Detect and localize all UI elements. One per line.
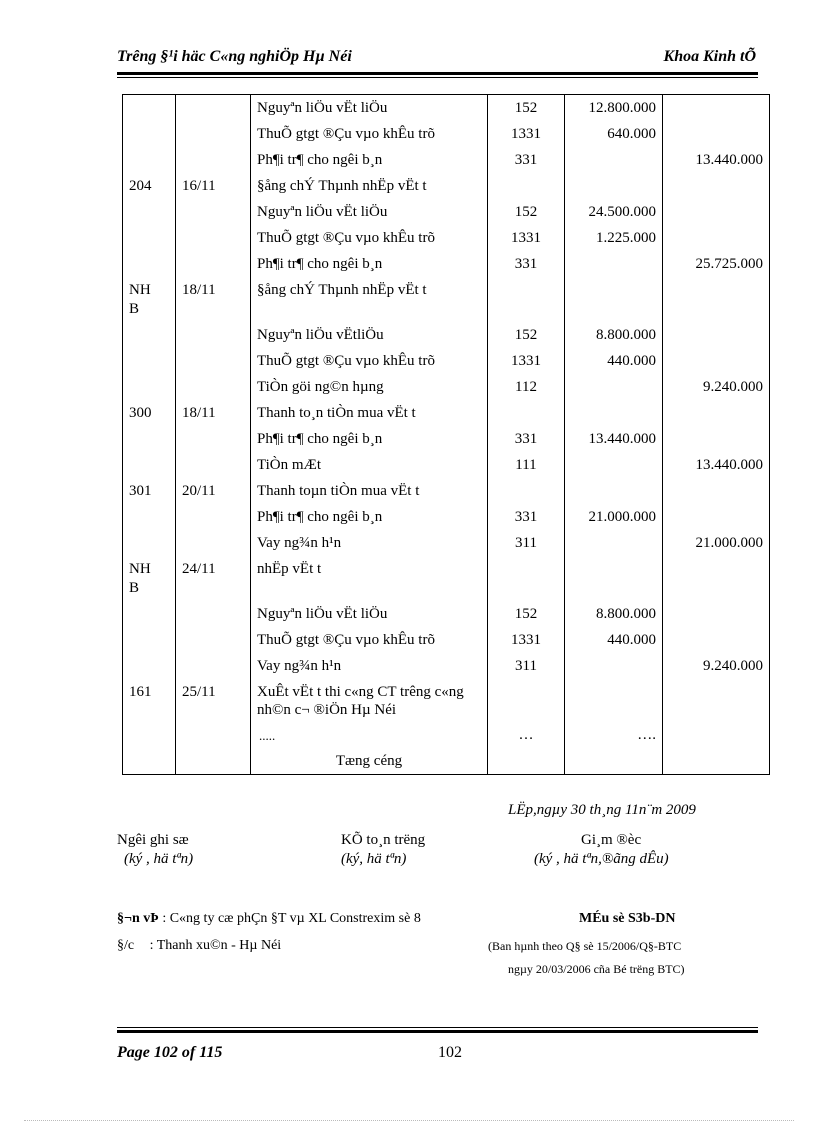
unit-line: [117, 911, 421, 927]
cell-account: 331: [488, 504, 565, 530]
cell-credit: [663, 277, 770, 322]
signature-director: Gi¸m ®èc: [581, 832, 642, 848]
cell-account: 1331: [488, 225, 565, 251]
table-row: [123, 374, 770, 400]
cell-description: Thanh to¸n tiÒn mua vËt t: [251, 400, 488, 426]
cell-description: Ph¶i tr¶ cho ngêi b¸n: [251, 504, 488, 530]
cell-credit: [663, 173, 770, 199]
cell-credit: [663, 601, 770, 627]
decree-line-2: ngµy 20/03/2006 cña Bé trëng BTC): [508, 962, 685, 976]
cell-description: ThuÕ gtgt ®Çu vµo khÊu trõ: [251, 627, 488, 653]
cell-account: 311: [488, 530, 565, 556]
cell-debit: 440.000: [565, 348, 663, 374]
cell-credit: [663, 322, 770, 348]
form-number: MÉu sè S3b-DN: [579, 911, 676, 926]
cell-debit: [565, 251, 663, 277]
cell-account: 331: [488, 426, 565, 452]
address-label: §/c: [117, 938, 135, 953]
table-row: [123, 322, 770, 348]
cell-debit: ….: [565, 722, 663, 748]
ledger-table: [122, 94, 770, 775]
cell-doc-number: NH B: [123, 556, 176, 601]
table-row: [123, 478, 770, 504]
cell-debit: [565, 147, 663, 173]
table-row: [123, 95, 770, 122]
bottom-dotted-line: [24, 1120, 794, 1121]
cell-doc-number: [123, 322, 176, 348]
cell-debit: [565, 478, 663, 504]
cell-account: 311: [488, 653, 565, 679]
cell-account: 112: [488, 374, 565, 400]
unit-value: : C«ng ty cæ phÇn §T vµ XL Constrexim sè 8: [162, 911, 421, 926]
date-line: LËp,ngµy 30 th¸ng 11n¨m 2009: [508, 802, 696, 818]
cell-description: ThuÕ gtgt ®Çu vµo khÊu trõ: [251, 225, 488, 251]
cell-description: TiÒn göi ng©n hµng: [251, 374, 488, 400]
header-rule-thin: [117, 77, 758, 78]
cell-debit: 13.440.000: [565, 426, 663, 452]
signature-chief-accountant-note: (ký, hä tªn): [341, 851, 407, 867]
cell-credit: 25.725.000: [663, 251, 770, 277]
cell-debit: [565, 679, 663, 722]
header-rule: [117, 72, 758, 75]
cell-date: [176, 452, 251, 478]
cell-credit: 9.240.000: [663, 374, 770, 400]
cell-debit: 640.000: [565, 121, 663, 147]
cell-description: Vay ng¾n h¹n: [251, 653, 488, 679]
cell-debit: 8.800.000: [565, 601, 663, 627]
cell-doc-number: [123, 627, 176, 653]
cell-credit: [663, 722, 770, 748]
cell-doc-number: [123, 95, 176, 122]
cell-account: 152: [488, 322, 565, 348]
signature-director-note: (ký , hä tªn,®ãng dÊu): [534, 851, 669, 867]
cell-credit: [663, 426, 770, 452]
table-row: [123, 225, 770, 251]
address-value: : Thanh xu©n - Hµ Néi: [149, 938, 282, 953]
cell-date: [176, 426, 251, 452]
cell-description: Thanh toµn tiÒn mua vËt t: [251, 478, 488, 504]
cell-date: [176, 653, 251, 679]
cell-account: 1331: [488, 627, 565, 653]
cell-description: Nguyªn liÖu vËt liÖu: [251, 199, 488, 225]
cell-doc-number: [123, 147, 176, 173]
cell-debit: [565, 374, 663, 400]
table-row: [123, 530, 770, 556]
cell-debit: [565, 452, 663, 478]
cell-credit: [663, 348, 770, 374]
cell-credit: [663, 199, 770, 225]
cell-doc-number: [123, 199, 176, 225]
cell-date: 24/11: [176, 556, 251, 601]
cell-account: 331: [488, 147, 565, 173]
footer-rule-thin: [117, 1027, 758, 1028]
cell-credit: [663, 504, 770, 530]
cell-credit: 21.000.000: [663, 530, 770, 556]
cell-doc-number: [123, 426, 176, 452]
cell-account: 152: [488, 199, 565, 225]
cell-description: Nguyªn liÖu vËt liÖu: [251, 95, 488, 122]
cell-debit: 1.225.000: [565, 225, 663, 251]
cell-debit: 8.800.000: [565, 322, 663, 348]
cell-debit: 12.800.000: [565, 95, 663, 122]
signature-bookkeeper-note: (ký , hä tªn): [124, 851, 194, 867]
cell-date: [176, 147, 251, 173]
cell-date: [176, 504, 251, 530]
cell-doc-number: 161: [123, 679, 176, 722]
table-row: [123, 400, 770, 426]
table-row: [123, 627, 770, 653]
cell-debit: [565, 653, 663, 679]
table-row: [123, 251, 770, 277]
page-of-label: Page 102 of 115: [117, 1044, 223, 1061]
cell-credit: [663, 121, 770, 147]
cell-doc-number: [123, 504, 176, 530]
cell-account: 1331: [488, 121, 565, 147]
cell-debit: 24.500.000: [565, 199, 663, 225]
cell-debit: [565, 530, 663, 556]
cell-date: [176, 627, 251, 653]
total-empty-cell: [176, 748, 251, 775]
table-row: [123, 679, 770, 722]
cell-doc-number: [123, 530, 176, 556]
table-row: [123, 452, 770, 478]
cell-description: Nguyªn liÖu vËt liÖu: [251, 601, 488, 627]
cell-credit: [663, 627, 770, 653]
cell-account: 152: [488, 601, 565, 627]
cell-description: §ång chÝ Thµnh nhËp vËt t: [251, 173, 488, 199]
cell-date: [176, 199, 251, 225]
cell-doc-number: [123, 225, 176, 251]
cell-doc-number: [123, 722, 176, 748]
cell-credit: [663, 556, 770, 601]
address-line: [117, 938, 281, 954]
total-empty-cell: [565, 748, 663, 775]
cell-debit: 440.000: [565, 627, 663, 653]
total-empty-cell: [663, 748, 770, 775]
cell-description: §ång chÝ Thµnh nhËp vËt t: [251, 277, 488, 322]
cell-credit: 13.440.000: [663, 147, 770, 173]
header-school: Trêng §¹i häc C«ng nghiÖp Hµ Néi: [117, 48, 352, 65]
total-empty-cell: [488, 748, 565, 775]
cell-date: 25/11: [176, 679, 251, 722]
cell-credit: 13.440.000: [663, 452, 770, 478]
cell-account: …: [488, 722, 565, 748]
table-row: [123, 199, 770, 225]
cell-description: TiÒn mÆt: [251, 452, 488, 478]
cell-doc-number: [123, 348, 176, 374]
unit-label: §¬n vÞ: [117, 911, 159, 926]
cell-account: 1331: [488, 348, 565, 374]
signature-bookkeeper: Ngêi ghi sæ: [117, 832, 189, 848]
cell-description: XuÊt vËt t thi c«ng CT trêng c«ng nh©n c¬ ®iÖn Hµ Néi: [251, 679, 488, 722]
cell-debit: [565, 277, 663, 322]
cell-description: Nguyªn liÖu vËtliÖu: [251, 322, 488, 348]
cell-description: .....: [251, 722, 488, 748]
signature-chief-accountant: KÕ to¸n trëng: [341, 832, 426, 848]
table-row: [123, 426, 770, 452]
table-row: [123, 348, 770, 374]
cell-doc-number: [123, 121, 176, 147]
page-number: 102: [438, 1044, 462, 1061]
cell-date: 18/11: [176, 277, 251, 322]
table-row: [123, 653, 770, 679]
cell-doc-number: [123, 601, 176, 627]
cell-doc-number: 301: [123, 478, 176, 504]
table-row: [123, 121, 770, 147]
cell-description: Ph¶i tr¶ cho ngêi b¸n: [251, 251, 488, 277]
cell-date: [176, 374, 251, 400]
cell-account: [488, 400, 565, 426]
total-empty-cell: [123, 748, 176, 775]
cell-date: 16/11: [176, 173, 251, 199]
cell-account: 152: [488, 95, 565, 122]
cell-account: 331: [488, 251, 565, 277]
cell-date: [176, 95, 251, 122]
cell-doc-number: [123, 251, 176, 277]
cell-date: [176, 530, 251, 556]
cell-date: 20/11: [176, 478, 251, 504]
cell-credit: [663, 95, 770, 122]
cell-date: [176, 601, 251, 627]
cell-credit: [663, 478, 770, 504]
cell-description: nhËp vËt t: [251, 556, 488, 601]
cell-account: 111: [488, 452, 565, 478]
cell-description: Ph¶i tr¶ cho ngêi b¸n: [251, 147, 488, 173]
table-row: [123, 504, 770, 530]
cell-credit: [663, 225, 770, 251]
cell-description: Vay ng¾n h¹n: [251, 530, 488, 556]
cell-doc-number: [123, 653, 176, 679]
total-row: [123, 748, 770, 775]
cell-doc-number: 300: [123, 400, 176, 426]
cell-debit: 21.000.000: [565, 504, 663, 530]
cell-doc-number: [123, 374, 176, 400]
cell-account: [488, 277, 565, 322]
cell-date: [176, 348, 251, 374]
cell-doc-number: NH B: [123, 277, 176, 322]
cell-date: [176, 225, 251, 251]
table-row: [123, 601, 770, 627]
cell-debit: [565, 400, 663, 426]
cell-date: [176, 322, 251, 348]
cell-credit: 9.240.000: [663, 653, 770, 679]
table-row: [123, 556, 770, 601]
cell-description: ThuÕ gtgt ®Çu vµo khÊu trõ: [251, 121, 488, 147]
cell-credit: [663, 679, 770, 722]
cell-date: [176, 251, 251, 277]
cell-debit: [565, 173, 663, 199]
cell-account: [488, 679, 565, 722]
total-label: Tæng céng: [251, 748, 488, 775]
table-row: [123, 277, 770, 322]
cell-doc-number: [123, 452, 176, 478]
cell-description: ThuÕ gtgt ®Çu vµo khÊu trõ: [251, 348, 488, 374]
cell-account: [488, 478, 565, 504]
cell-date: [176, 121, 251, 147]
cell-credit: [663, 400, 770, 426]
decree-line-1: (Ban hµnh theo Q§ sè 15/2006/Q§-BTC: [488, 939, 682, 953]
header-faculty: Khoa Kinh tÕ: [663, 48, 756, 65]
footer-rule: [117, 1030, 758, 1033]
cell-date: [176, 722, 251, 748]
cell-debit: [565, 556, 663, 601]
cell-description: Ph¶i tr¶ cho ngêi b¸n: [251, 426, 488, 452]
cell-account: [488, 173, 565, 199]
cell-doc-number: 204: [123, 173, 176, 199]
table-row: [123, 147, 770, 173]
cell-account: [488, 556, 565, 601]
table-row: [123, 722, 770, 748]
cell-date: 18/11: [176, 400, 251, 426]
table-row: [123, 173, 770, 199]
